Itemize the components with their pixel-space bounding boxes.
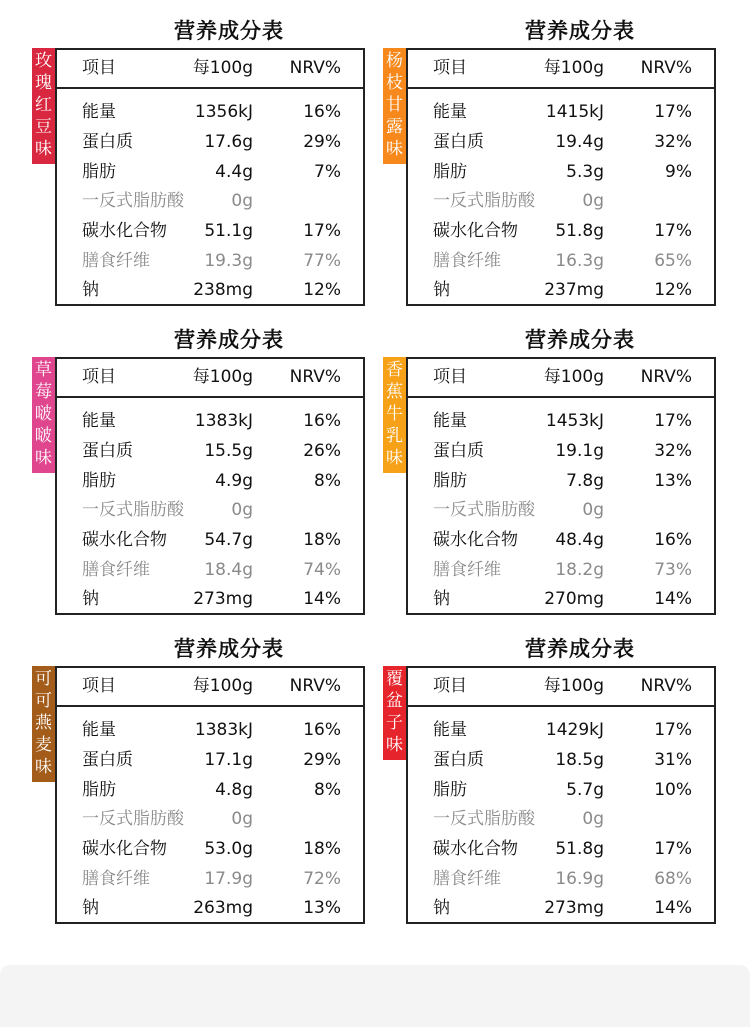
nutrient-nrv: 16%	[303, 102, 341, 122]
nutrient-nrv: 77%	[303, 251, 341, 271]
table-row	[408, 864, 714, 894]
nutrient-nrv: 14%	[654, 898, 692, 918]
nutrient-value: 17.1g	[204, 750, 253, 770]
flavor-char: 玫	[35, 51, 52, 71]
nutrient-name: 蛋白质	[82, 441, 133, 461]
flavor-char: 子	[386, 713, 403, 733]
nutrient-name: 碳水化合物	[82, 221, 167, 241]
header-nrv: NRV%	[289, 58, 341, 78]
nutrient-nrv: 8%	[314, 780, 341, 800]
flavor-char: 红	[35, 95, 52, 115]
nutrient-nrv: 32%	[654, 132, 692, 152]
nutrient-value: 1356kJ	[194, 102, 253, 122]
nutrient-value: 4.8g	[215, 780, 253, 800]
table-row	[408, 127, 714, 157]
nutrient-name: 碳水化合物	[433, 221, 518, 241]
flavor-char: 味	[35, 139, 52, 159]
table-row	[57, 436, 363, 466]
table-row	[57, 127, 363, 157]
flavor-char: 可	[35, 691, 52, 711]
table-row	[408, 834, 714, 864]
nutrient-name: 一反式脂肪酸	[433, 500, 535, 520]
flavor-char: 瑰	[35, 73, 52, 93]
panel-title: 营养成分表	[525, 19, 635, 43]
nutrient-value: 5.7g	[566, 780, 604, 800]
nutrient-name: 一反式脂肪酸	[433, 809, 535, 829]
nutrient-value: 51.8g	[555, 839, 604, 859]
table-row	[408, 525, 714, 555]
flavor-char: 乳	[386, 426, 403, 446]
table-row	[57, 406, 363, 436]
nutrient-nrv: 72%	[303, 869, 341, 889]
nutrient-name: 脂肪	[82, 471, 116, 491]
nutrition-table	[406, 48, 716, 306]
table-row	[57, 216, 363, 246]
nutrient-name: 蛋白质	[433, 750, 484, 770]
nutrition-table	[406, 357, 716, 615]
nutrition-table	[55, 666, 365, 924]
nutrient-nrv: 14%	[654, 589, 692, 609]
flavor-char: 可	[35, 669, 52, 689]
nutrient-nrv: 17%	[654, 720, 692, 740]
nutrient-value: 18.2g	[555, 560, 604, 580]
nutrient-value: 1383kJ	[194, 411, 253, 431]
nutrient-value: 238mg	[193, 280, 253, 300]
nutrient-nrv: 17%	[654, 221, 692, 241]
table-header	[57, 359, 363, 398]
flavor-char: 莓	[35, 382, 52, 402]
nutrient-value: 0g	[582, 191, 604, 211]
flavor-char: 豆	[35, 117, 52, 137]
header-nrv: NRV%	[640, 676, 692, 696]
nutrient-name: 钠	[433, 898, 450, 918]
flavor-char: 覆	[386, 669, 403, 689]
table-row	[408, 715, 714, 745]
nutrient-nrv: 18%	[303, 839, 341, 859]
panel-title: 营养成分表	[525, 328, 635, 352]
nutrient-value: 17.6g	[204, 132, 253, 152]
flavor-char: 味	[386, 448, 403, 468]
panel-title: 营养成分表	[174, 19, 284, 43]
flavor-tag	[383, 48, 406, 164]
nutrient-name: 蛋白质	[433, 132, 484, 152]
nutrient-value: 0g	[231, 191, 253, 211]
table-row	[57, 525, 363, 555]
table-header	[57, 50, 363, 89]
nutrition-panel	[32, 6, 362, 306]
header-item: 项目	[82, 58, 116, 78]
nutrient-value: 19.3g	[204, 251, 253, 271]
header-nrv: NRV%	[289, 367, 341, 387]
nutrient-value: 1429kJ	[545, 720, 604, 740]
table-row	[408, 275, 714, 305]
nutrient-nrv: 17%	[303, 221, 341, 241]
nutrition-table	[406, 666, 716, 924]
nutrient-nrv: 31%	[654, 750, 692, 770]
nutrient-nrv: 13%	[303, 898, 341, 918]
flavor-char: 味	[386, 735, 403, 755]
nutrition-panel	[383, 315, 713, 615]
table-row	[408, 804, 714, 834]
flavor-char: 味	[35, 757, 52, 777]
nutrient-name: 一反式脂肪酸	[82, 809, 184, 829]
nutrient-name: 脂肪	[82, 162, 116, 182]
nutrient-nrv: 17%	[654, 411, 692, 431]
header-per100g: 每100g	[192, 676, 253, 696]
nutrient-nrv: 12%	[303, 280, 341, 300]
nutrient-nrv: 26%	[303, 441, 341, 461]
header-item: 项目	[82, 367, 116, 387]
table-row	[408, 466, 714, 496]
nutrient-value: 273mg	[193, 589, 253, 609]
nutrient-name: 脂肪	[433, 162, 467, 182]
nutrient-value: 237mg	[544, 280, 604, 300]
nutrient-nrv: 32%	[654, 441, 692, 461]
table-row	[57, 584, 363, 614]
header-item: 项目	[433, 58, 467, 78]
nutrient-value: 16.3g	[555, 251, 604, 271]
nutrient-value: 263mg	[193, 898, 253, 918]
nutrient-name: 脂肪	[433, 471, 467, 491]
flavor-tag	[32, 666, 55, 782]
header-nrv: NRV%	[289, 676, 341, 696]
nutrient-nrv: 8%	[314, 471, 341, 491]
table-row	[57, 157, 363, 187]
table-row	[57, 834, 363, 864]
nutrient-value: 19.1g	[555, 441, 604, 461]
nutrient-value: 18.5g	[555, 750, 604, 770]
nutrient-value: 1383kJ	[194, 720, 253, 740]
nutrition-table	[55, 357, 365, 615]
nutrient-value: 1415kJ	[545, 102, 604, 122]
nutrition-table	[55, 48, 365, 306]
nutrient-name: 一反式脂肪酸	[433, 191, 535, 211]
nutrient-nrv: 65%	[654, 251, 692, 271]
nutrient-name: 蛋白质	[433, 441, 484, 461]
panel-title: 营养成分表	[174, 328, 284, 352]
nutrient-value: 4.4g	[215, 162, 253, 182]
nutrient-nrv: 13%	[654, 471, 692, 491]
nutrient-name: 脂肪	[433, 780, 467, 800]
flavor-char: 露	[386, 117, 403, 137]
nutrient-nrv: 7%	[314, 162, 341, 182]
nutrient-name: 膳食纤维	[433, 869, 501, 889]
nutrient-name: 膳食纤维	[82, 869, 150, 889]
nutrient-name: 钠	[82, 589, 99, 609]
table-header	[408, 50, 714, 89]
panel-title: 营养成分表	[174, 637, 284, 661]
table-header	[57, 668, 363, 707]
table-row	[57, 864, 363, 894]
nutrient-value: 48.4g	[555, 530, 604, 550]
flavor-tag	[32, 357, 55, 473]
flavor-char: 杨	[386, 51, 403, 71]
nutrition-panel	[383, 624, 713, 924]
nutrient-value: 4.9g	[215, 471, 253, 491]
flavor-tag	[383, 357, 406, 473]
table-row	[57, 186, 363, 216]
header-per100g: 每100g	[192, 58, 253, 78]
table-row	[57, 495, 363, 525]
table-row	[408, 745, 714, 775]
flavor-char: 蕉	[386, 382, 403, 402]
table-row	[57, 775, 363, 805]
header-per100g: 每100g	[543, 367, 604, 387]
flavor-char: 啵	[35, 404, 52, 424]
header-item: 项目	[82, 676, 116, 696]
table-row	[408, 436, 714, 466]
nutrient-nrv: 9%	[665, 162, 692, 182]
flavor-tag	[383, 666, 406, 760]
table-row	[57, 804, 363, 834]
nutrient-nrv: 18%	[303, 530, 341, 550]
nutrient-value: 7.8g	[566, 471, 604, 491]
table-row	[57, 893, 363, 923]
flavor-char: 枝	[386, 73, 403, 93]
nutrient-value: 0g	[582, 500, 604, 520]
nutrient-value: 18.4g	[204, 560, 253, 580]
flavor-char: 燕	[35, 713, 52, 733]
table-row	[408, 406, 714, 436]
nutrient-name: 碳水化合物	[82, 839, 167, 859]
nutrient-value: 270mg	[544, 589, 604, 609]
nutrient-value: 0g	[231, 809, 253, 829]
table-row	[408, 216, 714, 246]
table-row	[408, 584, 714, 614]
nutrient-nrv: 10%	[654, 780, 692, 800]
header-nrv: NRV%	[640, 367, 692, 387]
nutrient-name: 能量	[433, 720, 467, 740]
nutrient-nrv: 74%	[303, 560, 341, 580]
nutrient-name: 膳食纤维	[82, 251, 150, 271]
flavor-tag	[32, 48, 55, 164]
nutrient-name: 能量	[82, 102, 116, 122]
nutrient-value: 16.9g	[555, 869, 604, 889]
nutrient-value: 15.5g	[204, 441, 253, 461]
panel-title: 营养成分表	[525, 637, 635, 661]
flavor-char: 味	[35, 448, 52, 468]
nutrient-nrv: 29%	[303, 132, 341, 152]
table-row	[408, 893, 714, 923]
nutrient-name: 膳食纤维	[82, 560, 150, 580]
nutrient-name: 能量	[433, 411, 467, 431]
table-row	[408, 495, 714, 525]
nutrient-nrv: 16%	[303, 411, 341, 431]
table-row	[57, 745, 363, 775]
nutrition-panel	[32, 624, 362, 924]
nutrient-value: 19.4g	[555, 132, 604, 152]
flavor-char: 草	[35, 360, 52, 380]
table-row	[57, 97, 363, 127]
nutrient-name: 碳水化合物	[433, 530, 518, 550]
nutrient-value: 0g	[582, 809, 604, 829]
nutrient-name: 一反式脂肪酸	[82, 191, 184, 211]
header-per100g: 每100g	[192, 367, 253, 387]
nutrient-name: 脂肪	[82, 780, 116, 800]
nutrient-name: 能量	[433, 102, 467, 122]
nutrient-name: 钠	[82, 280, 99, 300]
flavor-char: 牛	[386, 404, 403, 424]
nutrient-name: 钠	[82, 898, 99, 918]
header-nrv: NRV%	[640, 58, 692, 78]
nutrient-name: 一反式脂肪酸	[82, 500, 184, 520]
table-row	[408, 775, 714, 805]
flavor-char: 盆	[386, 691, 403, 711]
nutrient-nrv: 17%	[654, 102, 692, 122]
nutrient-name: 能量	[82, 720, 116, 740]
nutrient-nrv: 73%	[654, 560, 692, 580]
table-row	[57, 715, 363, 745]
flavor-char: 香	[386, 360, 403, 380]
flavor-char: 甘	[386, 95, 403, 115]
header-per100g: 每100g	[543, 676, 604, 696]
header-item: 项目	[433, 367, 467, 387]
header-per100g: 每100g	[543, 58, 604, 78]
flavor-char: 麦	[35, 735, 52, 755]
nutrient-value: 54.7g	[204, 530, 253, 550]
nutrient-name: 蛋白质	[82, 132, 133, 152]
flavor-char: 味	[386, 139, 403, 159]
nutrient-name: 钠	[433, 589, 450, 609]
nutrition-panel	[383, 6, 713, 306]
table-row	[408, 97, 714, 127]
nutrient-value: 5.3g	[566, 162, 604, 182]
nutrition-panel	[32, 315, 362, 615]
nutrient-nrv: 68%	[654, 869, 692, 889]
nutrient-name: 能量	[82, 411, 116, 431]
table-row	[408, 555, 714, 585]
nutrient-value: 1453kJ	[545, 411, 604, 431]
nutrient-nrv: 16%	[303, 720, 341, 740]
table-row	[57, 246, 363, 276]
nutrient-value: 53.0g	[204, 839, 253, 859]
nutrient-name: 蛋白质	[82, 750, 133, 770]
table-row	[408, 246, 714, 276]
nutrient-nrv: 12%	[654, 280, 692, 300]
nutrient-name: 碳水化合物	[433, 839, 518, 859]
table-row	[57, 275, 363, 305]
nutrient-nrv: 16%	[654, 530, 692, 550]
bottom-band	[0, 965, 750, 1027]
nutrient-value: 51.1g	[204, 221, 253, 241]
table-row	[408, 186, 714, 216]
nutrient-value: 51.8g	[555, 221, 604, 241]
nutrient-name: 膳食纤维	[433, 560, 501, 580]
nutrient-name: 膳食纤维	[433, 251, 501, 271]
nutrient-nrv: 29%	[303, 750, 341, 770]
nutrient-nrv: 17%	[654, 839, 692, 859]
header-item: 项目	[433, 676, 467, 696]
table-row	[57, 555, 363, 585]
nutrient-value: 273mg	[544, 898, 604, 918]
table-row	[408, 157, 714, 187]
table-header	[408, 359, 714, 398]
flavor-char: 啵	[35, 426, 52, 446]
table-header	[408, 668, 714, 707]
table-row	[57, 466, 363, 496]
nutrient-name: 碳水化合物	[82, 530, 167, 550]
nutrient-value: 0g	[231, 500, 253, 520]
nutrient-value: 17.9g	[204, 869, 253, 889]
nutrient-name: 钠	[433, 280, 450, 300]
nutrient-nrv: 14%	[303, 589, 341, 609]
